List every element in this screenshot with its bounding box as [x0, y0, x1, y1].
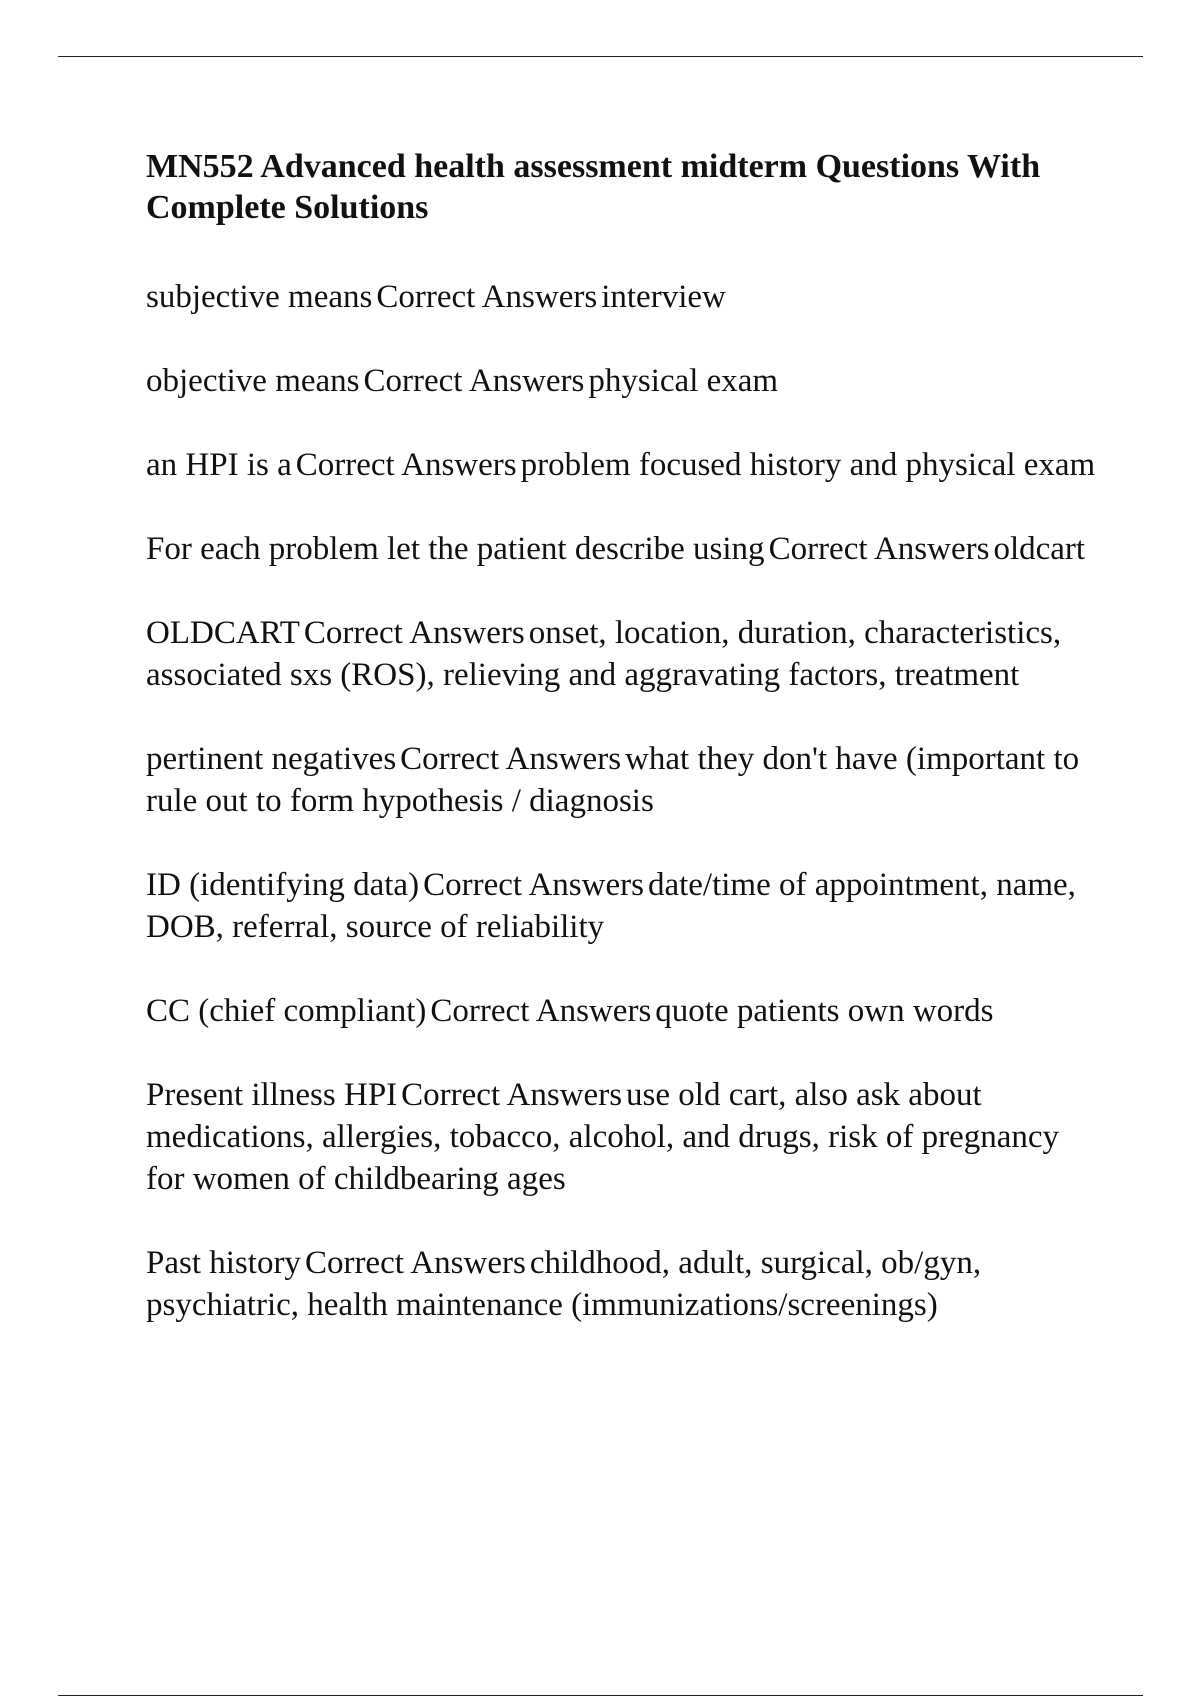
answer-label: Correct Answers: [423, 867, 644, 903]
bottom-rule: [58, 1695, 1143, 1696]
qa-entry: [146, 1074, 1096, 1200]
entry-answer: quote patients own words: [655, 993, 994, 1029]
qa-entry: [146, 360, 1096, 402]
entry-term: For each problem let the patient describe using: [146, 531, 765, 567]
answer-label: Correct Answers: [295, 447, 517, 483]
entry-term: CC (chief compliant): [146, 993, 427, 1029]
entry-answer: onset, location, duration, characteristics, associated sxs (ROS), relieving and aggravating factors, treatment: [146, 615, 1062, 693]
entry-term: objective means: [146, 363, 360, 399]
entry-term: ID (identifying data): [146, 867, 420, 903]
answer-label: Correct Answers: [430, 993, 652, 1029]
entry-answer: childhood, adult, surgical, ob/gyn, psychiatric, health maintenance (immunizations/screenings): [146, 1245, 982, 1323]
qa-entry: [146, 528, 1096, 570]
entry-term: an HPI is a: [146, 447, 292, 483]
answer-label: Correct Answers: [304, 1245, 526, 1281]
entry-term: Past history: [146, 1245, 301, 1281]
qa-entry: [146, 276, 1096, 318]
entry-answer: physical exam: [588, 363, 779, 399]
qa-entry: [146, 444, 1096, 486]
answer-label: Correct Answers: [363, 363, 585, 399]
qa-entry: [146, 864, 1096, 948]
qa-entry: [146, 1242, 1096, 1326]
entry-term: subjective means: [146, 279, 373, 315]
top-rule: [58, 56, 1143, 57]
document-title: MN552 Advanced health assessment midterm Questions With Complete Solutions: [146, 148, 1041, 226]
answer-label: Correct Answers: [400, 741, 622, 777]
answer-label: Correct Answers: [768, 531, 990, 567]
entry-answer: what they don't have (important to rule out to form hypothesis / diagnosis: [146, 741, 1080, 819]
qa-entry: [146, 612, 1096, 696]
entry-answer: date/time of appointment, name, DOB, referral, source of reliability: [146, 867, 1076, 945]
qa-entry: [146, 990, 1096, 1032]
answer-label: Correct Answers: [303, 615, 525, 651]
entry-answer: problem focused history and physical exam: [520, 447, 1096, 483]
qa-entry: [146, 738, 1096, 822]
answer-label: Correct Answers: [401, 1077, 623, 1113]
entry-answer: interview: [601, 279, 726, 315]
entry-answer: oldcart: [993, 531, 1086, 567]
entry-answer: use old cart, also ask about medications, allergies, tobacco, alcohol, and drugs, risk of pregnancy for women of childbearing ages: [146, 1077, 1060, 1197]
entry-term: Present illness HPI: [146, 1077, 398, 1113]
answer-label: Correct Answers: [376, 279, 598, 315]
entry-term: pertinent negatives: [146, 741, 397, 777]
entry-term: OLDCART: [146, 615, 300, 651]
document-body: [146, 146, 1096, 1368]
